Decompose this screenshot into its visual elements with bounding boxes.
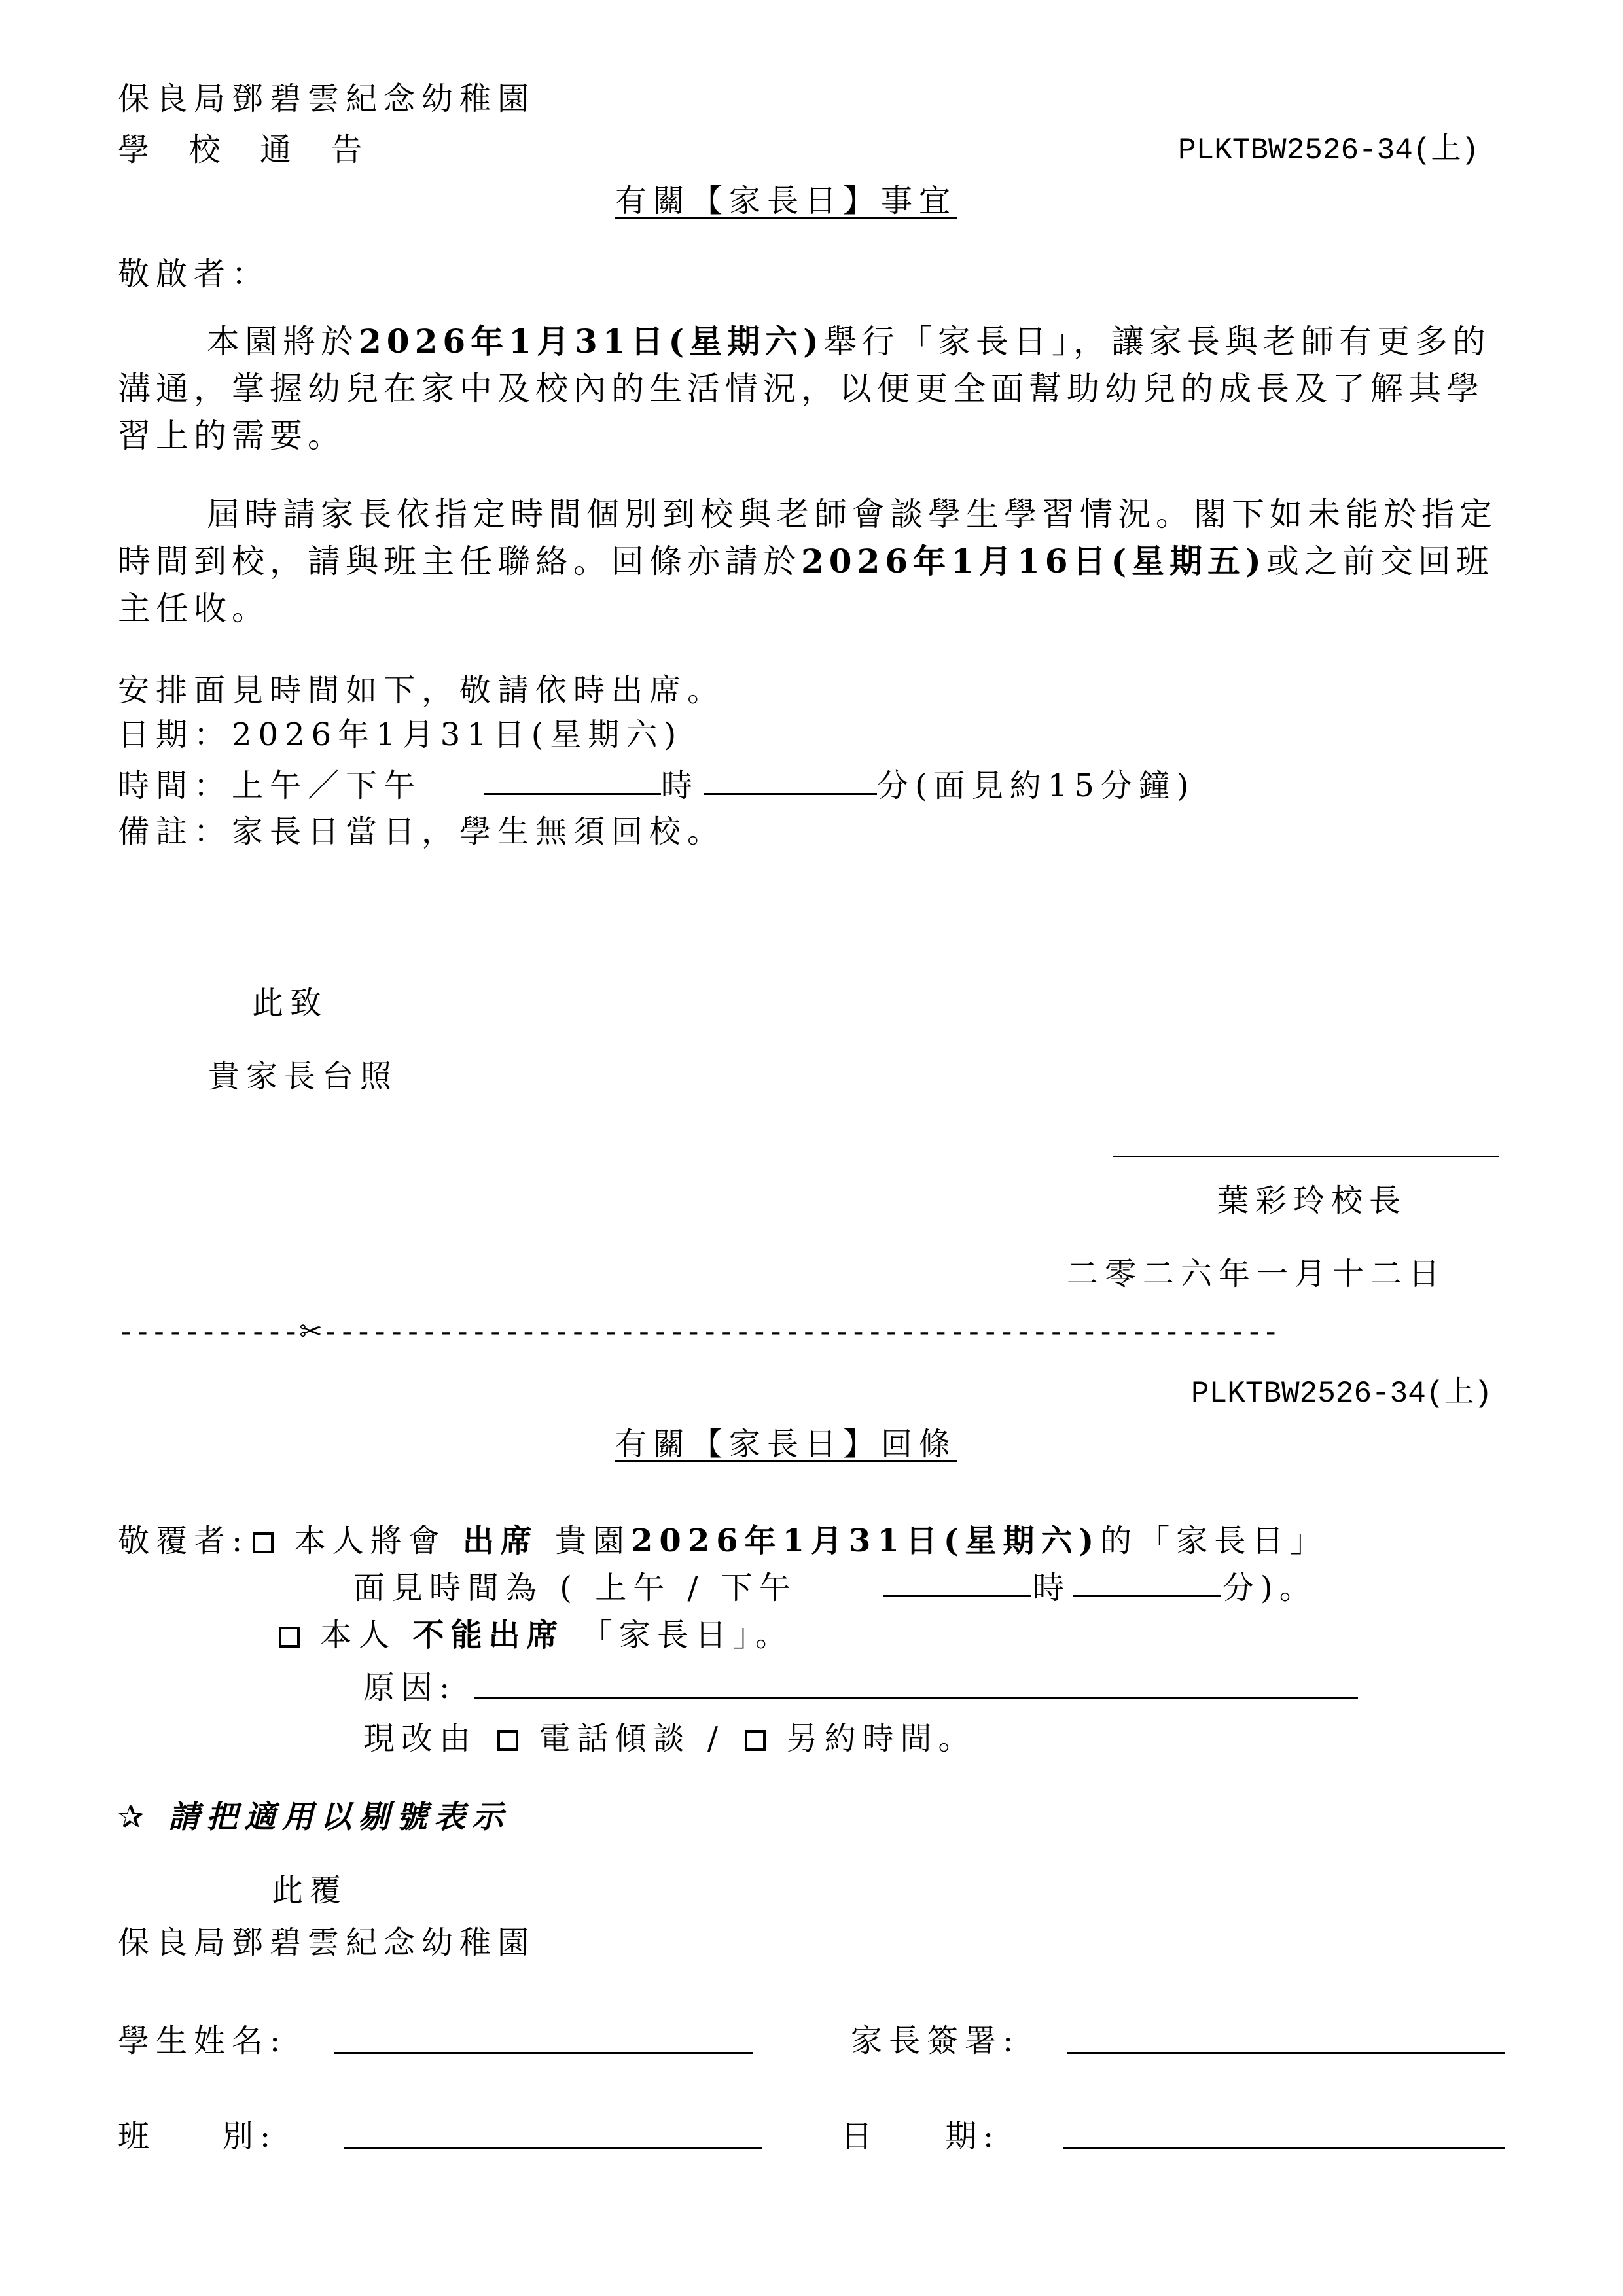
class-field[interactable] <box>344 2147 762 2149</box>
class-label: 班 別: <box>118 2118 277 2155</box>
reply-ref-number: PLKTBW2526-34(上) <box>1191 1377 1493 1411</box>
reply-title: 有關【家長日】回條 <box>615 1426 957 1462</box>
issue-date: 二零二六年一月十二日 <box>1067 1256 1447 1292</box>
paragraph-1 <box>118 318 1505 459</box>
tick-note-text: 請把適用以剔號表示 <box>168 1799 510 1835</box>
hour-label: 時 <box>661 768 700 804</box>
school-name: 保良局鄧碧雲紀念幼稚園 <box>118 80 536 117</box>
principal-name: 葉彩玲校長 <box>1217 1182 1408 1219</box>
slash: / <box>707 1720 724 1757</box>
other-time-checkbox[interactable] <box>745 1730 766 1751</box>
opt1-post: 的「家長日」 <box>1100 1523 1329 1559</box>
principal-signature-line <box>1113 1156 1499 1157</box>
meeting-date: 日期：2026年1月31日(星期六) <box>118 716 683 753</box>
reply-option-absent <box>275 1610 793 1655</box>
ref-number: PLKTBW2526-34(上) <box>1178 133 1480 168</box>
remark: 備註：家長日當日，學生無須回校。 <box>118 813 726 850</box>
reply-salutation: 敬覆者: <box>118 1523 249 1559</box>
p1-pre: 本園將於 <box>207 323 359 361</box>
cut-line <box>118 1315 1279 1349</box>
arrangement-text: 安排面見時間如下，敬請依時出席。 <box>118 672 726 709</box>
meeting-time-label: 時間：上午／下午 <box>118 768 422 804</box>
hour-blank-line <box>484 793 661 795</box>
cut-dashes-left: ----------- <box>118 1318 300 1349</box>
opt2-pre: 本人 <box>320 1617 397 1653</box>
opt2-absent: 不能出席 <box>412 1617 565 1653</box>
reply-hour-label: 時 <box>1033 1570 1071 1606</box>
tick-note <box>118 1792 510 1837</box>
p1-date: 2026年1月31日(星期六) <box>359 322 824 361</box>
reply-time-label: 面見時間為 ( 上午 / 下午 <box>353 1570 797 1606</box>
p1-post: 舉行「家長日」，讓家長與老師有更多的溝通，掌握幼兒在家中及校內的生活情況，以便更全面幫助幼兒的成長及了解其學習上的需要。 <box>118 323 1491 455</box>
reply-hour-line[interactable] <box>883 1595 1031 1597</box>
closing-2: 貴家長台照 <box>208 1058 399 1095</box>
opt1-date: 2026年1月31日(星期六) <box>631 1523 1101 1559</box>
p2-pre: 屆時請家長依指定時間個別到校與老師會談學生學習情況。閣下如未能於指定時間到校，請與班主任聯絡。回條亦請於 <box>118 495 1497 580</box>
other-time-option: 另約時間。 <box>786 1720 976 1757</box>
p2-post: 或之前交回班主任收。 <box>118 542 1494 627</box>
change-options <box>363 1713 976 1758</box>
change-label: 現改由 <box>363 1720 478 1757</box>
attend-checkbox[interactable] <box>253 1532 274 1553</box>
reply-minute-label: 分)。 <box>1222 1570 1317 1606</box>
cut-dashes-right: ---------------------------------------------------------- <box>322 1318 1279 1349</box>
absent-checkbox[interactable] <box>279 1627 300 1648</box>
reason-label: 原因: <box>363 1669 457 1706</box>
opt1-mid: 貴園 <box>555 1523 632 1559</box>
paragraph-2 <box>118 491 1505 632</box>
parent-sign-label: 家長簽署: <box>851 2022 1020 2059</box>
doc-type: 學 校 通 告 <box>118 132 369 168</box>
opt2-post: 「家長日」。 <box>580 1617 793 1653</box>
minute-label: 分(面見約15分鐘) <box>877 768 1196 804</box>
student-name-label: 學生姓名: <box>118 2022 287 2059</box>
reply-minute-line[interactable] <box>1073 1595 1221 1597</box>
scissors-icon: ✂ <box>299 1315 323 1347</box>
phone-checkbox[interactable] <box>497 1730 518 1751</box>
notice-title: 有關【家長日】事宜 <box>615 183 957 219</box>
minute-blank-line <box>704 793 877 795</box>
parent-sign-field[interactable] <box>1067 2052 1505 2054</box>
opt1-attend: 出席 <box>462 1523 539 1559</box>
salutation: 敬啟者： <box>118 256 270 292</box>
opt1-pre: 本人將會 <box>294 1523 446 1559</box>
student-name-field[interactable] <box>334 2052 753 2054</box>
reply-option-attend <box>118 1515 1328 1561</box>
date-label: 日 期: <box>841 2118 1001 2155</box>
reason-line[interactable] <box>474 1697 1358 1699</box>
date-field[interactable] <box>1063 2147 1505 2149</box>
reply-school-name: 保良局鄧碧雲紀念幼稚園 <box>118 1924 536 1961</box>
phone-option: 電話傾談 <box>539 1720 691 1757</box>
p2-date: 2026年1月16日(星期五) <box>801 542 1266 580</box>
star-icon: ✰ <box>118 1799 151 1835</box>
closing-1: 此致 <box>252 985 329 1021</box>
reply-closing: 此覆 <box>272 1872 348 1909</box>
